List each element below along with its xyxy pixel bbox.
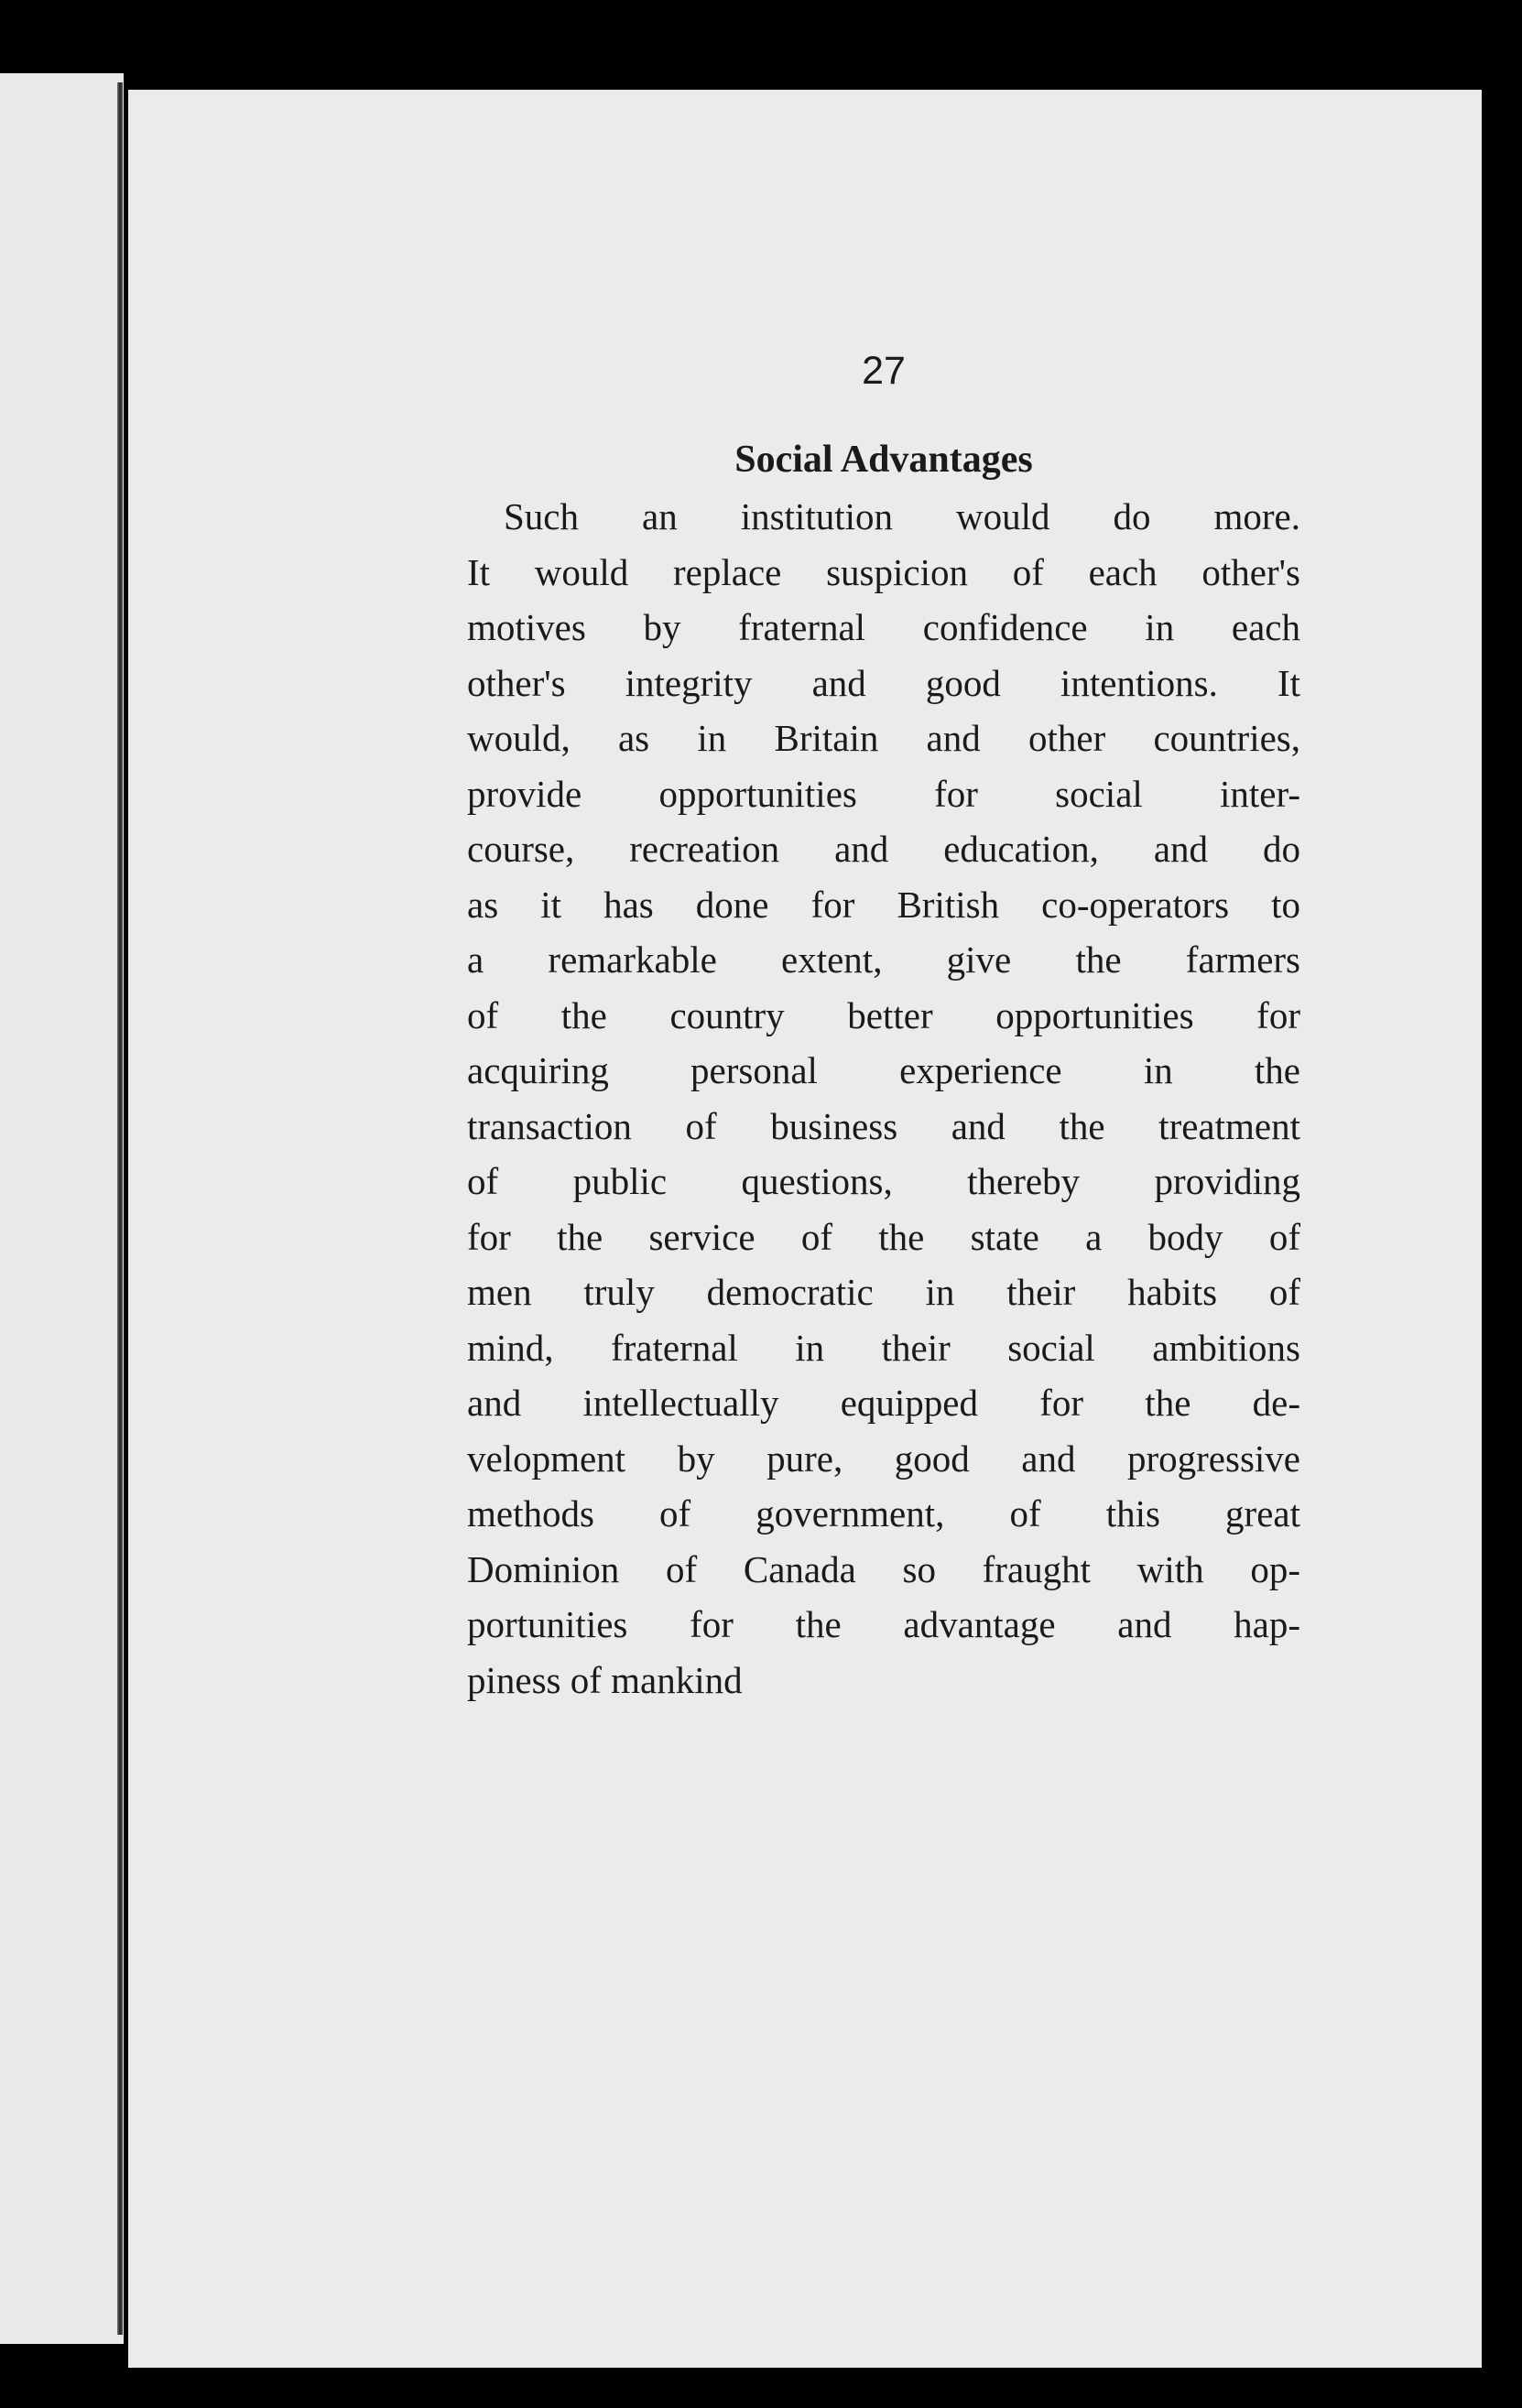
- text-line: It would replace suspicion of each other's: [467, 550, 1300, 593]
- text-line: as it has done for British co-operators to: [467, 883, 1300, 926]
- text-line: velopment by pure, good and progressive: [467, 1437, 1300, 1480]
- text-line: transaction of business and the treatment: [467, 1104, 1300, 1147]
- text-line: Dominion of Canada so fraught with op-: [467, 1547, 1300, 1590]
- page-number: 27: [862, 349, 906, 393]
- text-line: piness of mankind: [467, 1658, 743, 1701]
- text-line: motives by fraternal confidence in each: [467, 606, 1300, 648]
- text-line: acquiring personal experience in the: [467, 1049, 1300, 1091]
- left-page-edge: [0, 73, 124, 2344]
- text-line: for the service of the state a body of: [467, 1215, 1300, 1258]
- text-line: portunities for the advantage and hap-: [467, 1603, 1300, 1645]
- text-line: would, as in Britain and other countries,: [467, 717, 1300, 759]
- book-spine: [117, 82, 123, 2335]
- text-line: mind, fraternal in their social ambitions: [467, 1326, 1300, 1369]
- text-line: men truly democratic in their habits of: [467, 1271, 1300, 1313]
- text-line: Such an institution would do more.: [504, 495, 1300, 537]
- text-line: and intellectually equipped for the de-: [467, 1382, 1300, 1424]
- text-line: methods of government, of this great: [467, 1492, 1300, 1535]
- text-line: provide opportunities for social inter-: [467, 772, 1300, 815]
- text-line: course, recreation and education, and do: [467, 828, 1300, 870]
- text-line: other's integrity and good intentions. It: [467, 661, 1300, 704]
- text-line: of the country better opportunities for: [467, 993, 1300, 1036]
- text-line: a remarkable extent, give the farmers: [467, 938, 1300, 981]
- text-line: of public questions, thereby providing: [467, 1160, 1300, 1202]
- page: [128, 90, 1482, 2368]
- body-paragraph: [467, 489, 1300, 1708]
- section-heading: Social Advantages: [734, 439, 1033, 481]
